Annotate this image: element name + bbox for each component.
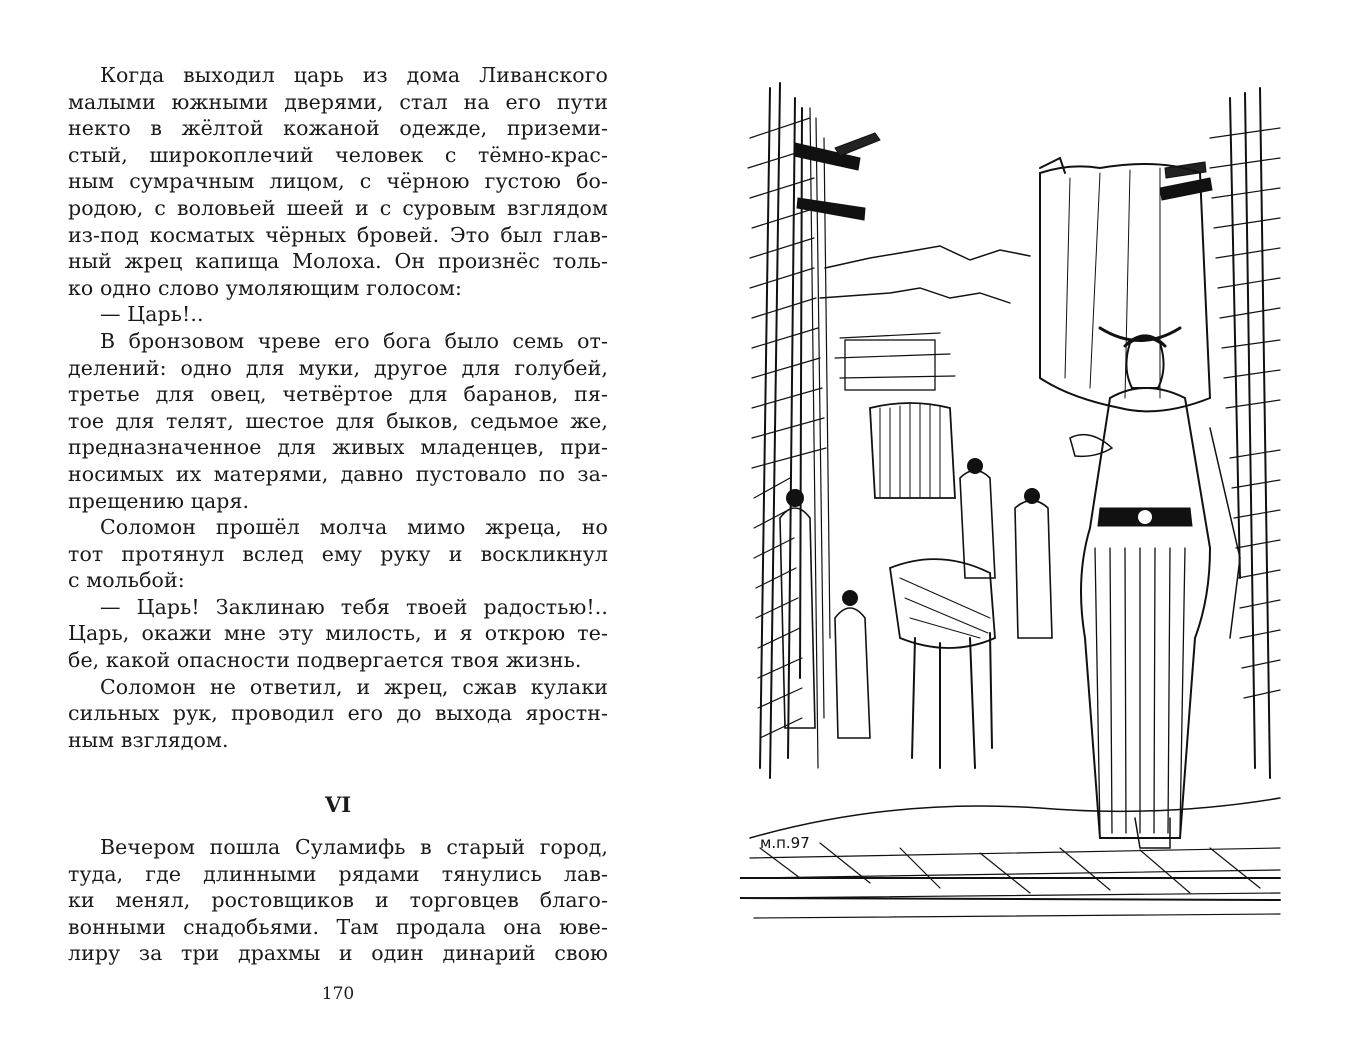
illustration-signature: м.п.97 [760, 834, 810, 852]
ink-illustration [740, 78, 1288, 940]
text-line: лиру за три драхмы и один динарий свою [68, 941, 608, 966]
text-line: малыми южными дверями, стал на его пути [68, 89, 608, 114]
text-line: ный жрец капища Молоха. Он произнёс толь- [68, 249, 608, 274]
text-line: с мольбой: [68, 568, 185, 593]
text-line: Царь, окажи мне эту милость, и я открою те- [68, 621, 608, 646]
text-line: ки менял, ростовщиков и торговцев благо- [68, 888, 608, 913]
chapter-heading: VI [324, 792, 352, 817]
text-line: Соломон не ответил, и жрец, сжав кулаки [100, 674, 608, 699]
text-line: ко одно слово умоляющим голосом: [68, 275, 463, 300]
text-line: тое для телят, шестое для быков, седьмое же, [68, 408, 608, 433]
text-line: носимых их матерями, давно пустовало по за- [68, 461, 608, 486]
text-line: Вечером пошла Суламифь в старый город, [100, 835, 608, 859]
text-line: предназначенное для живых младенцев, при- [68, 435, 608, 460]
text-line: вонными снадобьями. Там продала она юве- [68, 914, 608, 939]
text-line: родою, с воловьей шеей и с суровым взглядом [68, 195, 608, 220]
text-line: ным сумрачным лицом, с чёрною густою бо- [68, 169, 608, 194]
text-line: прещению царя. [68, 488, 250, 513]
text-line: туда, где длинными рядами тянулись лав- [68, 861, 608, 886]
text-line: из-под косматых чёрных бровей. Это был глав- [68, 222, 608, 247]
text-line: ным взглядом. [68, 727, 229, 752]
text-line: В бронзовом чреве его бога было семь от- [100, 328, 608, 353]
text-column-top [68, 62, 608, 753]
page-number: 170 [321, 984, 355, 1004]
text-line: делений: одно для муки, другое для голубей, [68, 355, 608, 380]
text-line: Соломон прошёл молча мимо жреца, но [100, 515, 608, 540]
text-line: некто в жёлтой кожаной одежде, приземи- [68, 116, 608, 141]
text-line: тот протянул вслед ему руку и воскликнул [68, 541, 608, 566]
text-line: Когда выходил царь из дома Ливанского [100, 63, 608, 87]
text-line: сильных рук, проводил его до выхода яростн- [68, 701, 608, 726]
text-line: третье для овец, четвёртое для баранов, пя- [68, 382, 608, 407]
text-line: — Царь! Заклинаю тебя твоей радостью!.. [100, 594, 608, 619]
text-line: — Царь!.. [100, 302, 204, 327]
text-line: стый, широкоплечий человек с тёмно-крас- [68, 142, 608, 167]
text-column-bottom [68, 834, 608, 967]
text-line: бе, какой опасности подвергается твоя жизнь. [68, 648, 582, 673]
